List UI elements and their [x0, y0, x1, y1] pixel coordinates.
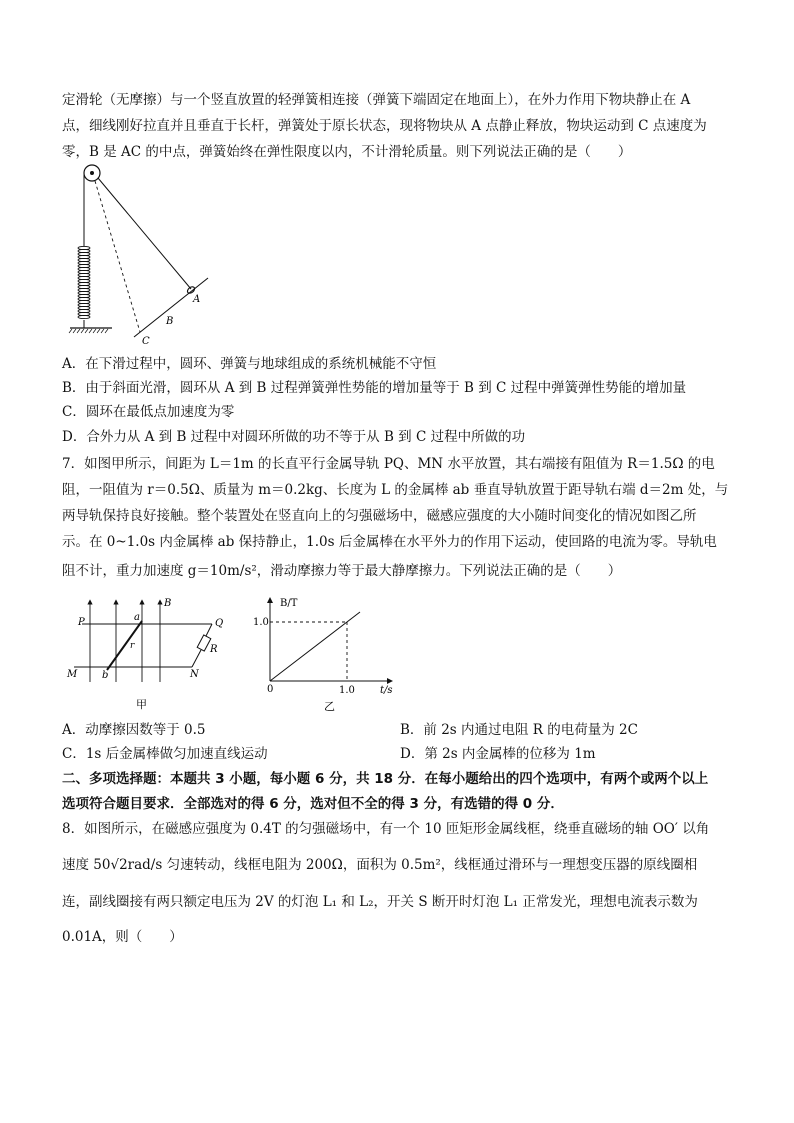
label-A: A [193, 294, 201, 305]
q7-option-d: D．第 2s 内金属棒的位移为 1m [400, 746, 596, 762]
section2-title-line-1: 二、多项选择题：本题共 3 小题，每小题 6 分，共 18 分．在每小题给出的四个选项中，有两个或两个以上 [62, 771, 709, 787]
caption-jia: 甲 [136, 698, 147, 711]
caption-yi: 乙 [324, 700, 335, 713]
q8-stem-line-1: 8．如图所示，在磁感应强度为 0.4T 的匀强磁场中，有一个 10 匝矩形金属线框，绕垂直磁场的轴 OO′ 以角 [62, 821, 710, 837]
q6-stem-line-2: 点，细线刚好拉直并且垂直于长杆，弹簧处于原长状态，现将物块从 A 点静止释放，物块运动到 C 点速度为 [62, 118, 707, 134]
axis-xlabel: t/s [380, 685, 393, 696]
label-Q: Q [215, 618, 224, 629]
label-N: N [190, 669, 199, 680]
q7-option-a: A．动摩擦因数等于 0.5 [62, 722, 206, 738]
x-tick-1: 1.0 [339, 685, 355, 696]
q8-stem-line-4: 0.01A，则（ ） [62, 929, 183, 945]
y-tick-1: 1.0 [253, 617, 269, 628]
q7-stem-line-3: 两导轨保持良好接触。整个装置处在竖直向上的匀强磁场中，磁感应强度的大小随时间变化的情况如图乙所 [62, 508, 697, 524]
label-B: B [166, 316, 174, 327]
q7-bt-graph-yi [250, 592, 400, 716]
q6-spring-pulley-figure [62, 162, 222, 348]
axis-origin: 0 [267, 684, 274, 695]
label-b: b [102, 670, 109, 681]
q7-stem-line-4: 示。在 0~1.0s 内金属棒 ab 保持静止，1.0s 后金属棒在水平外力的作用下运动，使回路的电流为零。导轨电 [62, 534, 717, 550]
label-P: P [78, 617, 85, 628]
q6-stem-line-1: 定滑轮（无摩擦）与一个竖直放置的轻弹簧相连接（弹簧下端固定在地面上），在外力作用下物块静止在 A [62, 92, 691, 108]
q8-stem-line-2: 速度 50√2rad/s 匀速转动，线框电阻为 200Ω，面积为 0.5m²，线框通过滑环与一理想变压器的原线圈相 [62, 857, 698, 873]
label-R: R [210, 644, 218, 655]
q7-option-c: C．1s 后金属棒做匀加速直线运动 [62, 746, 268, 762]
q7-stem-line-1: 7．如图甲所示，间距为 L＝1m 的长直平行金属导轨 PQ、MN 水平放置，其右端接有阻值为 R＝1.5Ω 的电 [62, 456, 715, 472]
q6-option-a: A．在下滑过程中，圆环、弹簧与地球组成的系统机械能不守恒 [62, 356, 437, 372]
q7-stem-line-5: 阻不计，重力加速度 g＝10m/s²，滑动摩擦力等于最大静摩擦力。下列说法正确的是（ ） [62, 563, 622, 579]
label-C: C [142, 336, 150, 347]
section2-title-line-2: 选项符合题目要求．全部选对的得 6 分，选对但不全的得 3 分，有选错的得 0 分． [62, 796, 564, 812]
q6-stem-line-3: 零，B 是 AC 的中点，弹簧始终在弹性限度以内，不计滑轮质量。则下列说法正确的是（ ） [62, 144, 632, 160]
q8-stem-line-3: 连，副线圈接有两只额定电压为 2V 的灯泡 L₁ 和 L₂，开关 S 断开时灯泡 L₁ 正常发光，理想电流表示数为 [62, 894, 698, 910]
label-M: M [67, 669, 78, 680]
label-r: r [130, 641, 135, 651]
q7-option-b: B．前 2s 内通过电阻 R 的电荷量为 2C [400, 722, 638, 738]
q6-option-d: D．合外力从 A 到 B 过程中对圆环所做的功不等于从 B 到 C 过程中所做的功 [62, 429, 526, 445]
q7-stem-line-2: 阻，一阻值为 r＝0.5Ω、质量为 m＝0.2kg、长度为 L 的金属棒 ab 垂直导轨放置于距导轨右端 d＝2m 处，与 [62, 482, 729, 498]
axis-ylabel: B/T [280, 598, 298, 609]
q7-rail-figure-jia [62, 592, 232, 714]
q6-option-b: B．由于斜面光滑，圆环从 A 到 B 过程弹簧弹性势能的增加量等于 B 到 C 过程中弹簧弹性势能的增加量 [62, 380, 687, 396]
label-field-B: B [164, 598, 172, 609]
q6-option-c: C．圆环在最低点加速度为零 [62, 404, 235, 420]
label-a: a [134, 612, 140, 623]
